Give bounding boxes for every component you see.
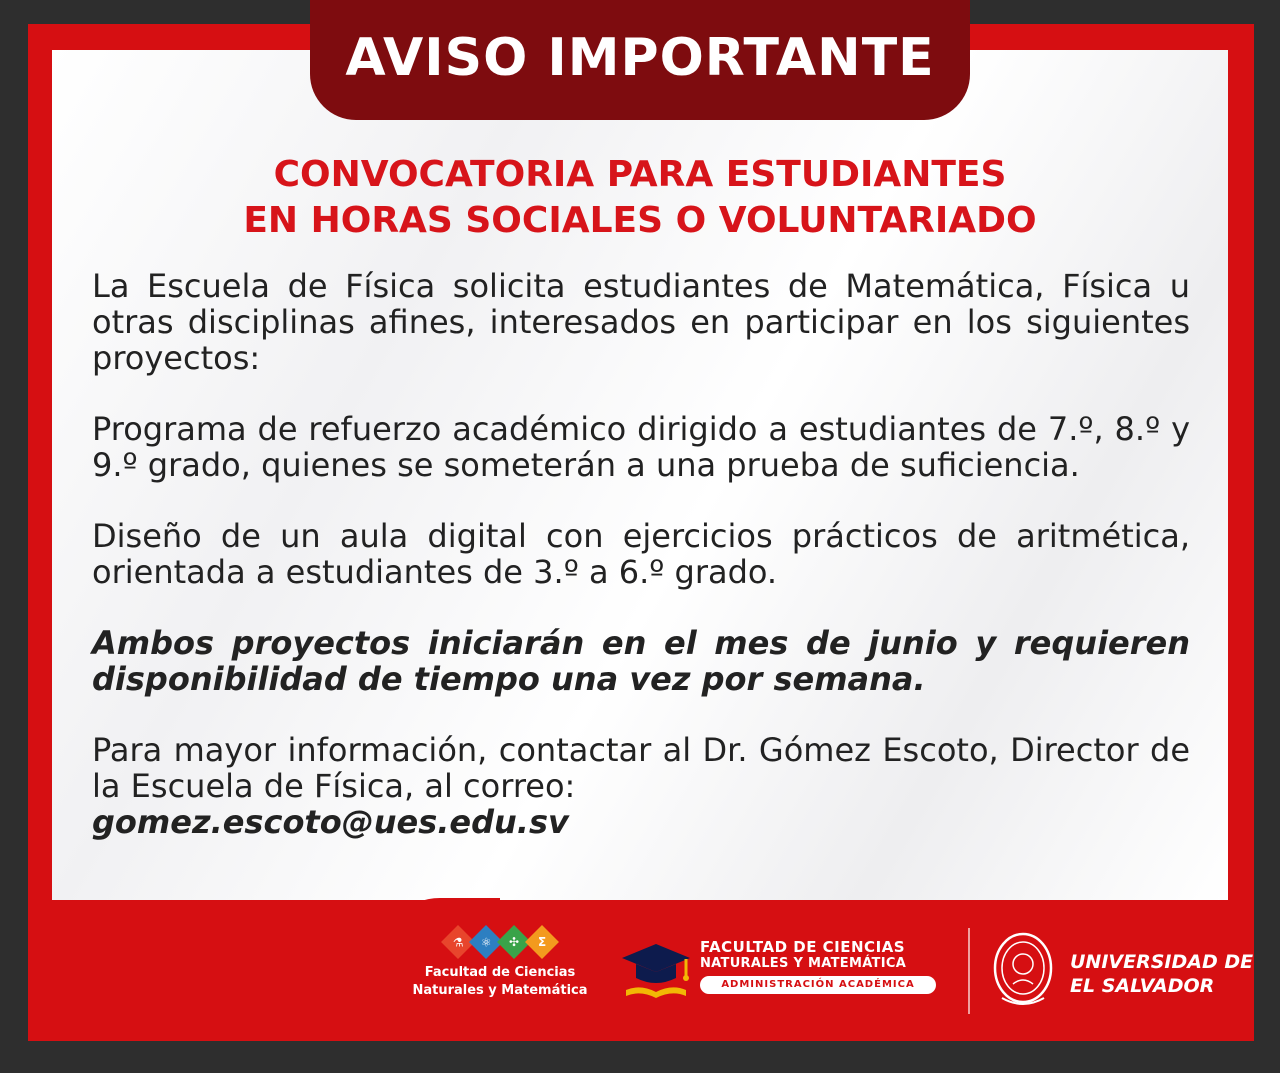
project-2-paragraph: Diseño de un aula digital con ejercicios prácticos de aritmética, orientada a estudiantes de 3.º a 6.º grado. — [92, 517, 1190, 591]
heading-line-1: CONVOCATORIA PARA ESTUDIANTES — [273, 154, 1007, 195]
graduation-cap-icon — [620, 940, 692, 1004]
project-1-paragraph: Programa de refuerzo académico dirigido a estudiantes de 7.º, 8.º y 9.º grado, quienes se someterán a una prueba de suficiencia. — [92, 410, 1190, 484]
admin-logo-line-1: FACULTAD DE CIENCIAS — [700, 938, 906, 956]
contact-email-link[interactable]: gomez.escoto@ues.edu.sv — [92, 803, 569, 841]
admin-logo — [620, 938, 940, 1008]
dna-icon: ✣ — [497, 925, 531, 959]
footer-divider — [968, 928, 970, 1014]
faculty-logo — [400, 930, 600, 1000]
admin-logo-pill: ADMINISTRACIÓN ACADÉMICA — [700, 976, 936, 994]
contact-paragraph — [92, 732, 1190, 840]
faculty-icons — [400, 930, 600, 954]
university-name-line-2: EL SALVADOR — [1070, 975, 1215, 997]
admin-logo-line-2: NATURALES Y MATEMÁTICA — [700, 956, 907, 971]
schedule-note: Ambos proyectos iniciarán en el mes de junio y requieren disponibilidad de tiempo una vez por semana. — [92, 624, 1190, 698]
faculty-name-line-1: Facultad de Ciencias — [424, 965, 576, 980]
announcement-body — [92, 268, 1190, 875]
faculty-name-line-2: Naturales y Matemática — [412, 983, 588, 998]
university-name-line-1: UNIVERSIDAD DE — [1070, 951, 1254, 973]
page-title: AVISO IMPORTANTE — [345, 28, 935, 88]
header-tab — [310, 0, 970, 120]
university-name — [1070, 950, 1253, 998]
contact-text: Para mayor información, contactar al Dr. Gómez Escoto, Director de la Escuela de Física, al correo: — [92, 731, 1190, 805]
university-seal-icon — [988, 928, 1058, 1012]
announcement-heading — [52, 152, 1228, 244]
atom-icon: ⚛ — [469, 925, 503, 959]
sigma-icon: Σ — [525, 925, 559, 959]
flask-icon: ⚗ — [441, 925, 475, 959]
intro-paragraph: La Escuela de Física solicita estudiantes de Matemática, Física u otras disciplinas afines, interesados en participar en los siguientes proyectos: — [92, 267, 1190, 377]
heading-line-2: EN HORAS SOCIALES O VOLUNTARIADO — [243, 200, 1037, 241]
